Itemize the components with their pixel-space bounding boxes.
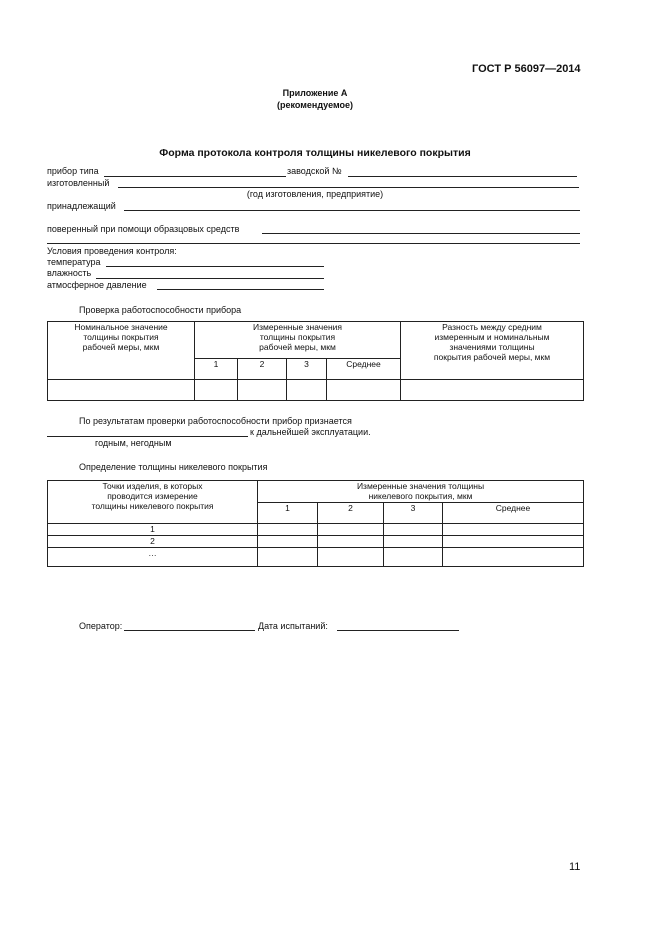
- col-points-header: Точки изделия, в которых проводится измерение толщины никелевого покрытия: [48, 481, 258, 524]
- device-type-label: прибор типа: [47, 166, 99, 176]
- table-cell[interactable]: [318, 524, 384, 536]
- calibrated-field[interactable]: [262, 233, 580, 234]
- table-cell[interactable]: [384, 524, 443, 536]
- manufactured-field[interactable]: [118, 187, 579, 188]
- humidity-field[interactable]: [96, 278, 324, 279]
- page-number: 11: [569, 861, 581, 873]
- sub-col-2: 2: [318, 503, 384, 524]
- table-cell[interactable]: [258, 536, 318, 548]
- row-point-label: 1: [48, 524, 258, 536]
- sub-col-average: Среднее: [327, 359, 401, 380]
- check-table: [47, 321, 584, 401]
- table-cell[interactable]: [443, 524, 584, 536]
- operator-label: Оператор:: [79, 621, 123, 631]
- pressure-label: атмосферное давление: [47, 280, 147, 290]
- table-row: [48, 536, 584, 548]
- col-thickness-measured-header: Измеренные значения толщины никелевого покрытия, мкм: [258, 481, 584, 503]
- result-line1: По результатам проверки работоспособности прибор признается: [79, 416, 352, 426]
- row-point-label: 2: [48, 536, 258, 548]
- table-cell[interactable]: [48, 380, 195, 401]
- pressure-field[interactable]: [157, 289, 324, 290]
- manufactured-label: изготовленный: [47, 178, 110, 188]
- sub-col-1: 1: [195, 359, 238, 380]
- table-cell[interactable]: [443, 548, 584, 567]
- col-diff-header: Разность между средним измеренным и номинальным значениями толщины покрытия рабочей меры, мкм: [401, 322, 584, 380]
- sub-col-1: 1: [258, 503, 318, 524]
- temperature-field[interactable]: [106, 266, 324, 267]
- conditions-label: Условия проведения контроля:: [47, 246, 177, 256]
- result-hint: годным, негодным: [95, 438, 172, 448]
- sub-col-average: Среднее: [443, 503, 584, 524]
- temperature-label: температура: [47, 257, 101, 267]
- serial-number-field[interactable]: [348, 176, 577, 177]
- table-cell[interactable]: [384, 548, 443, 567]
- sub-col-3: 3: [384, 503, 443, 524]
- table-cell[interactable]: [195, 380, 238, 401]
- test-date-label: Дата испытаний:: [258, 621, 328, 631]
- sub-col-3: 3: [287, 359, 327, 380]
- serial-number-label: заводской №: [287, 166, 342, 176]
- thickness-table: [47, 480, 584, 567]
- table-cell[interactable]: [318, 536, 384, 548]
- table-cell[interactable]: [258, 524, 318, 536]
- appendix-title: Приложение А: [282, 88, 348, 98]
- calibrated-field-continued[interactable]: [47, 243, 580, 244]
- table-cell[interactable]: [318, 548, 384, 567]
- thickness-section-title: Определение толщины никелевого покрытия: [79, 462, 268, 472]
- test-date-field[interactable]: [337, 630, 459, 631]
- owner-field[interactable]: [124, 210, 580, 211]
- standard-code: ГОСТ Р 56097—2014: [472, 63, 581, 75]
- table-cell[interactable]: [401, 380, 584, 401]
- table-cell[interactable]: [443, 536, 584, 548]
- manufactured-hint: (год изготовления, предприятие): [246, 189, 384, 199]
- operator-field[interactable]: [124, 630, 255, 631]
- table-cell[interactable]: [327, 380, 401, 401]
- row-point-label: …: [48, 548, 258, 567]
- check-section-title: Проверка работоспособности прибора: [79, 305, 242, 315]
- owner-label: принадлежащий: [47, 201, 116, 211]
- table-cell[interactable]: [238, 380, 287, 401]
- result-line2: к дальнейшей эксплуатации.: [250, 427, 371, 437]
- sub-col-2: 2: [238, 359, 287, 380]
- result-field[interactable]: [47, 436, 248, 437]
- humidity-label: влажность: [47, 268, 92, 278]
- appendix-subtitle: (рекомендуемое): [277, 100, 353, 110]
- table-cell[interactable]: [384, 536, 443, 548]
- calibrated-label: поверенный при помощи образцовых средств: [47, 224, 240, 234]
- table-cell[interactable]: [287, 380, 327, 401]
- col-measured-header: Измеренные значения толщины покрытия рабочей меры, мкм: [195, 322, 401, 359]
- form-title: Форма протокола контроля толщины никелевого покрытия: [159, 147, 471, 159]
- table-cell[interactable]: [258, 548, 318, 567]
- table-row: [48, 524, 584, 536]
- device-type-field[interactable]: [104, 176, 286, 177]
- col-nominal-header: Номинальное значение толщины покрытия рабочей меры, мкм: [48, 322, 195, 380]
- table-row: [48, 548, 584, 567]
